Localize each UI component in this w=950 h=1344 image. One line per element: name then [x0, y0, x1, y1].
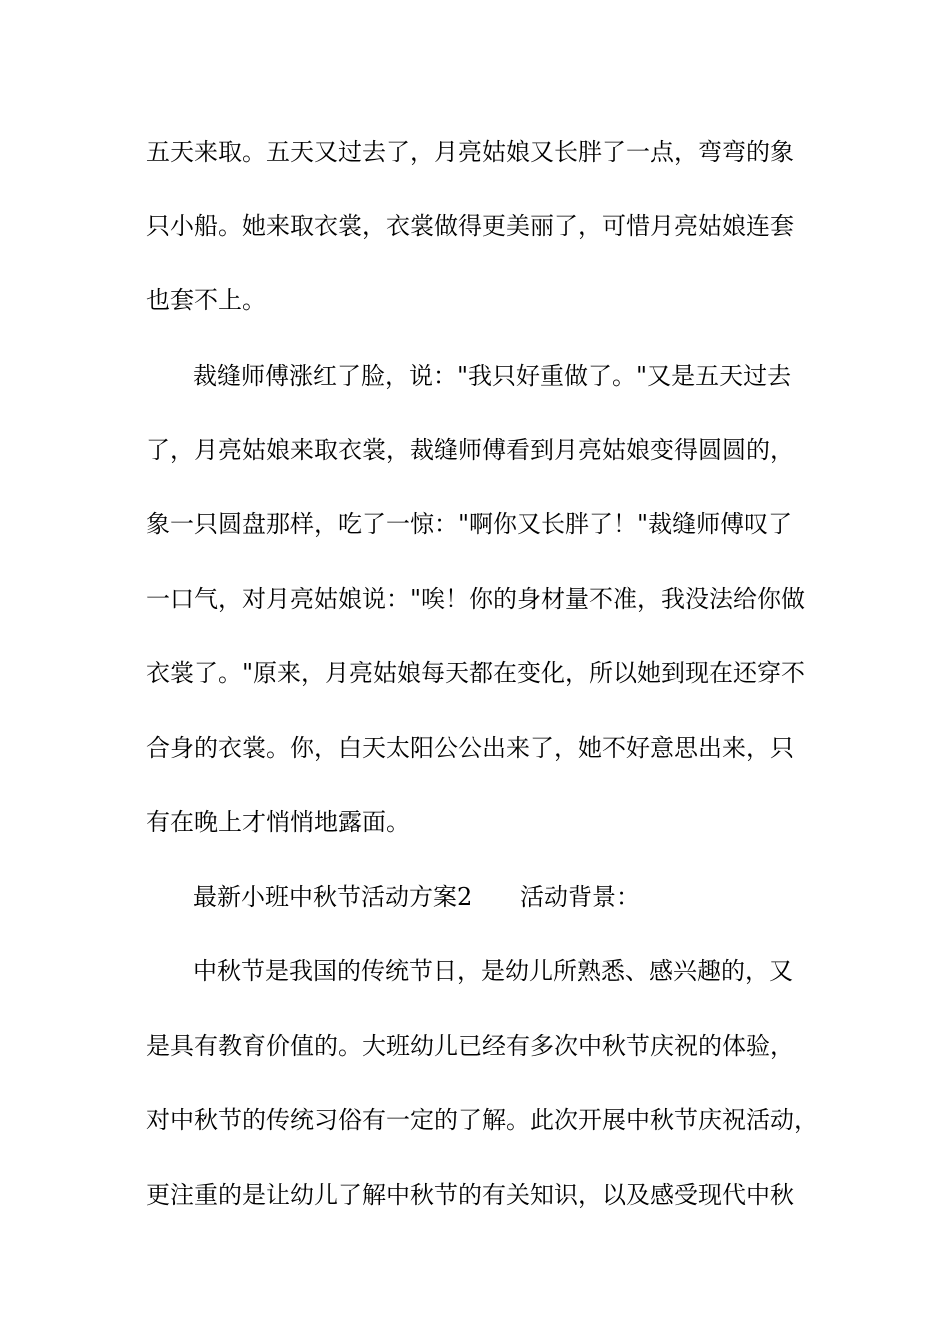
section-title: 最新小班中秋节活动方案2	[193, 883, 473, 911]
paragraph-line: 也套不上。	[146, 286, 266, 314]
paragraph-line: 了，月亮姑娘来取衣裳，裁缝师傅看到月亮姑娘变得圆圆的，	[146, 436, 794, 464]
section-subtitle: 活动背景：	[520, 883, 640, 911]
paragraph-line: 一口气，对月亮姑娘说："唉！你的身材量不准，我没法给你做	[146, 585, 806, 613]
paragraph-line: 裁缝师傅涨红了脸，说："我只好重做了。"又是五天过去	[193, 362, 792, 390]
paragraph-line: 只小船。她来取衣裳，衣裳做得更美丽了，可惜月亮姑娘连套	[146, 212, 794, 240]
paragraph-line: 象一只圆盘那样，吃了一惊："啊你又长胖了！"裁缝师傅叹了	[146, 510, 793, 538]
paragraph-line: 更注重的是让幼儿了解中秋节的有关知识，以及感受现代中秋	[146, 1181, 794, 1209]
paragraph-line: 合身的衣裳。你，白天太阳公公出来了，她不好意思出来，只	[146, 734, 794, 762]
paragraph-line: 有在晚上才悄悄地露面。	[146, 808, 410, 836]
paragraph-line: 五天来取。五天又过去了，月亮姑娘又长胖了一点，弯弯的象	[146, 138, 794, 166]
paragraph-line: 中秋节是我国的传统节日，是幼儿所熟悉、感兴趣的，又	[193, 957, 793, 985]
paragraph-line: 对中秋节的传统习俗有一定的了解。此次开展中秋节庆祝活动，	[146, 1106, 818, 1134]
paragraph-line: 衣裳了。"原来，月亮姑娘每天都在变化，所以她到现在还穿不	[146, 659, 806, 687]
paragraph-line: 是具有教育价值的。大班幼儿已经有多次中秋节庆祝的体验，	[146, 1032, 794, 1060]
